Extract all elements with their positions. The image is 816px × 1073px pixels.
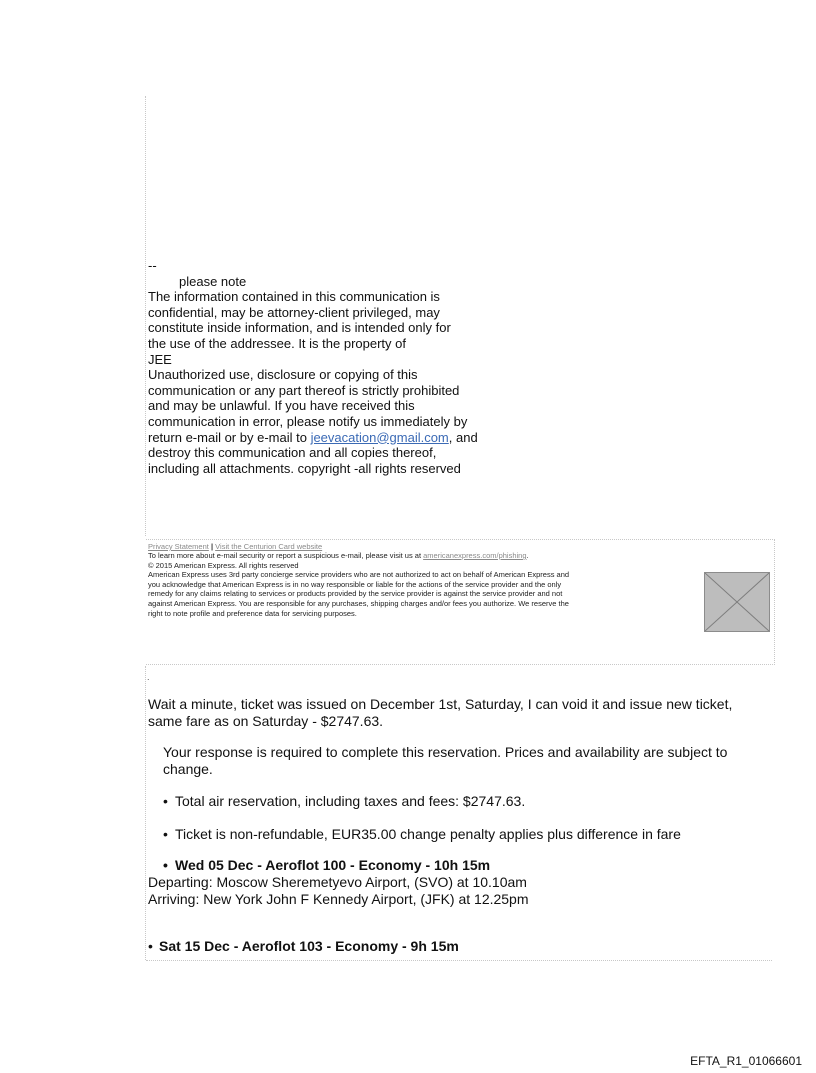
flight2-title: Sat 15 Dec - Aeroflot 103 - Economy - 9h 15m xyxy=(159,938,459,954)
centurion-card-link[interactable]: Visit the Centurion Card website xyxy=(215,542,323,551)
footer-links xyxy=(148,542,322,551)
email-suffix: , and xyxy=(448,429,478,445)
security-prefix: To learn more about e-mail security or report a suspicious e-mail, please visit us at xyxy=(148,551,424,560)
separator-dot: . xyxy=(147,672,150,682)
signature-line: confidential, may be attorney-client privileged, may xyxy=(148,304,440,320)
total-bullet xyxy=(163,793,525,810)
security-notice xyxy=(148,551,696,561)
bullet-icon: • xyxy=(163,857,168,873)
signature-line: the use of the addressee. It is the property of xyxy=(148,335,406,351)
reservation-notice: Your response is required to complete this reservation. Prices and availability are subject to xyxy=(163,744,728,760)
please-note: please note xyxy=(179,273,247,289)
flight2-heading xyxy=(148,938,459,955)
bullet-icon: • xyxy=(148,938,153,954)
link-separator: | xyxy=(210,542,214,551)
phishing-link[interactable]: americanexpress.com/phishing xyxy=(423,551,527,560)
footer-disclaimer-line: against American Express. You are responsible for any purchases, shipping charges and/or fees you authorize. We reserve the xyxy=(148,598,569,608)
flight1-title: Wed 05 Dec - Aeroflot 100 - Economy - 10h 15m xyxy=(175,857,491,873)
signature-line: communication or any part thereof is strictly prohibited xyxy=(148,382,460,398)
bullet-icon: • xyxy=(163,826,168,842)
bates-number: EFTA_R1_01066601 xyxy=(690,1054,802,1068)
footer-disclaimer-line: you acknowledge that American Express is in no way responsible or liable for the actions of the service provider and the only xyxy=(148,579,562,589)
left-border-lower xyxy=(145,666,146,960)
broken-image-icon xyxy=(704,572,770,632)
left-border xyxy=(145,96,146,536)
message-line: Wait a minute, ticket was issued on December 1st, Saturday, I can void it and issue new ticket, xyxy=(148,696,733,712)
signature-line: The information contained in this communication is xyxy=(148,289,440,305)
signature-line: JEE xyxy=(148,351,172,367)
message-line: same fare as on Saturday - $2747.63. xyxy=(148,713,384,729)
flight1-departing: Departing: Moscow Sheremetyevo Airport, (SVO) at 10.10am xyxy=(148,874,527,890)
flight1-arriving: Arriving: New York John F Kennedy Airport, (JFK) at 12.25pm xyxy=(148,891,529,907)
footer-disclaimer-line: American Express uses 3rd party concierge service providers who are not authorized to act on behalf of American Express and xyxy=(148,570,570,580)
signature-line: and may be unlawful. If you have received this xyxy=(148,398,415,414)
total-text: Total air reservation, including taxes and fees: $2747.63. xyxy=(175,793,526,809)
bullet-icon: • xyxy=(163,793,168,809)
bottom-border xyxy=(146,960,772,961)
copyright: © 2015 American Express. All rights reserved xyxy=(148,560,299,570)
signature-line: communication in error, please notify us immediately by xyxy=(148,413,468,429)
signature-line: Unauthorized use, disclosure or copying of this xyxy=(148,367,418,383)
reservation-notice: change. xyxy=(163,761,213,777)
security-suffix: . xyxy=(526,551,529,560)
email-prefix: return e-mail or by e-mail to xyxy=(148,429,311,445)
signature-line: constitute inside information, and is intended only for xyxy=(148,320,451,336)
signature-dashes: -- xyxy=(148,258,157,273)
refund-text: Ticket is non-refundable, EUR35.00 change penalty applies plus difference in fare xyxy=(175,826,681,842)
flight1-heading xyxy=(163,857,490,874)
footer-text xyxy=(148,551,696,618)
signature-email-line xyxy=(148,430,528,446)
privacy-statement-link[interactable]: Privacy Statement xyxy=(148,542,209,551)
email-link[interactable]: jeevacation@gmail.com xyxy=(310,429,449,445)
signature-block xyxy=(148,258,528,476)
footer-disclaimer-line: remedy for any claims relating to services or products provided by the service provider is against the service provider and not xyxy=(148,589,563,599)
signature-line: including all attachments. copyright -all rights reserved xyxy=(148,460,461,476)
footer-disclaimer-line: right to note profile and preference data for servicing purposes. xyxy=(148,608,357,618)
refund-bullet xyxy=(163,826,681,843)
signature-line: destroy this communication and all copies thereof, xyxy=(148,445,437,461)
